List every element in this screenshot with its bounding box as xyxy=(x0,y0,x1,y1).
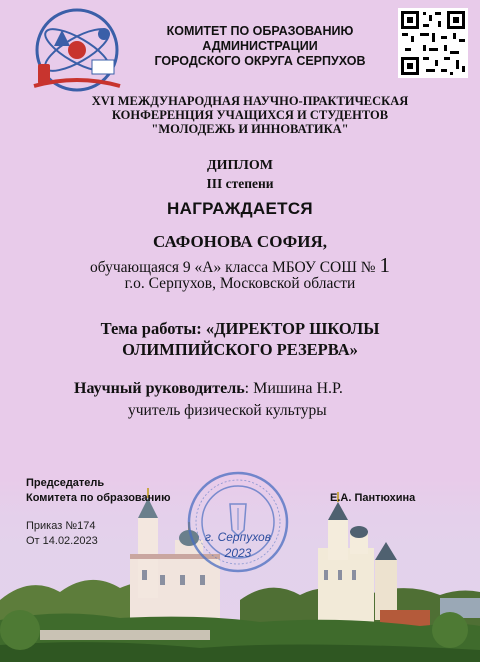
order-number: Приказ №174 xyxy=(26,520,96,532)
recipient-name: САФОНОВА СОФИЯ, xyxy=(153,232,327,251)
topic-title-1: «ДИРЕКТОР ШКОЛЫ xyxy=(205,319,380,338)
supervisor-label: Научный руководитель xyxy=(74,380,245,397)
committee-line-3: ГОРОДСКОГО ОКРУГА СЕРПУХОВ xyxy=(154,54,366,68)
signatory-title-2: Комитета по образованию xyxy=(26,492,171,504)
official-stamp xyxy=(186,470,290,574)
qr-code xyxy=(398,8,468,78)
conference-line-3: "МОЛОДЕЖЬ И ИННОВАТИКА" xyxy=(151,122,349,136)
supervisor-role: учитель физической культуры xyxy=(128,402,327,419)
recipient-location: г.о. Серпухов, Московской области xyxy=(124,275,356,292)
recipient-school-text: обучающаяся 9 «А» класса МБОУ СОШ № xyxy=(90,259,376,276)
topic-label: Тема работы: xyxy=(100,319,202,338)
recipient-school-number: 1 xyxy=(379,253,390,277)
committee-header xyxy=(140,24,380,69)
conference-line-2: КОНФЕРЕНЦИЯ УЧАЩИХСЯ И СТУДЕНТОВ xyxy=(111,108,389,122)
topic-line-1 xyxy=(60,318,420,339)
topic-title-2: ОЛИМПИЙСКОГО РЕЗЕРВА» xyxy=(122,340,358,359)
stamp-year: 2023 xyxy=(224,546,252,560)
work-topic xyxy=(60,318,420,360)
committee-line-1: КОМИТЕТ ПО ОБРАЗОВАНИЮ xyxy=(166,24,354,38)
committee-line-2: АДМИНИСТРАЦИИ xyxy=(202,39,318,53)
signatory-title-1: Председатель xyxy=(26,477,105,489)
awarded-heading: НАГРАЖДАЕТСЯ xyxy=(167,199,313,218)
supervisor-name: : Мишина Н.Р. xyxy=(244,380,343,397)
diploma-title: ДИПЛОМ xyxy=(207,158,273,173)
conference-title xyxy=(60,94,440,136)
diploma-degree: III степени xyxy=(206,176,274,191)
stamp-city: г. Серпухов xyxy=(204,530,271,544)
signatory-name: Е.А. Пантюхина xyxy=(330,492,416,504)
supervisor xyxy=(74,380,343,398)
conference-line-1: XVI МЕЖДУНАРОДНАЯ НАУЧНО-ПРАКТИЧЕСКАЯ xyxy=(91,94,409,108)
order-date: От 14.02.2023 xyxy=(26,535,98,547)
conference-logo xyxy=(24,6,130,98)
